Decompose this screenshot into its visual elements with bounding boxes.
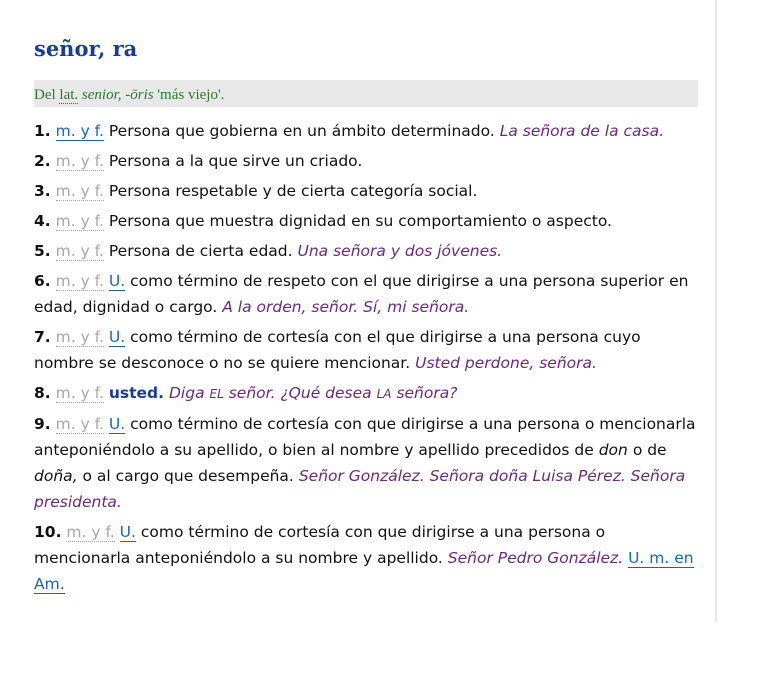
definition-text: Persona respetable y de cierta categoría social. xyxy=(108,182,478,200)
definition-text: como término de cortesía con que dirigirse a una persona o mencionarla anteponiéndolo a su nombre y apellido. xyxy=(34,523,606,567)
definition-7 xyxy=(34,324,698,376)
definition-number: 9. xyxy=(34,415,51,433)
definitions-list xyxy=(34,118,698,597)
definition-text: Persona a la que sirve un criado. xyxy=(108,152,363,170)
definition-number: 6. xyxy=(34,272,51,290)
usage-abbr-link[interactable]: U. xyxy=(108,272,126,290)
example-smallcaps: EL xyxy=(209,387,224,401)
definition-number: 2. xyxy=(34,152,51,170)
grammar-abbr-link[interactable]: m. y f. xyxy=(55,384,104,402)
example-part: señor. ¿Qué desea xyxy=(228,384,372,402)
usage-abbr-link[interactable]: U. xyxy=(108,415,126,433)
definition-example: Usted perdone, señora. xyxy=(415,354,597,372)
lemma-heading: señor, ra xyxy=(34,36,138,61)
example-part: señora? xyxy=(396,384,458,402)
definition-example xyxy=(169,384,457,402)
etymology-latin-word: senior, -ōris xyxy=(81,87,154,103)
etymology-gloss: 'más viejo'. xyxy=(157,87,225,103)
dictionary-entry xyxy=(34,34,698,601)
definition-10 xyxy=(34,519,698,597)
definition-4 xyxy=(34,208,698,234)
grammar-abbr-link[interactable]: m. y f. xyxy=(55,328,104,346)
definition-number: 5. xyxy=(34,242,51,260)
usage-abbr-link[interactable]: U. xyxy=(108,328,126,346)
grammar-abbr-link[interactable]: m. y f. xyxy=(55,212,104,230)
grammar-abbr-link[interactable]: m. y f. xyxy=(55,272,104,290)
definition-text: como término de cortesía con el que dirigirse a una persona cuyo nombre se desconoce o no se quiere mencionar. xyxy=(34,328,641,372)
grammar-abbr-link[interactable]: m. y f. xyxy=(55,415,104,433)
definition-example: Una señora y dos jóvenes. xyxy=(297,242,503,260)
grammar-abbr-link[interactable]: m. y f. xyxy=(55,122,104,140)
definition-5 xyxy=(34,238,698,264)
grammar-abbr-link[interactable]: m. y f. xyxy=(66,523,115,541)
definition-text: como término de respeto con el que dirigirse a una persona superior en edad, dignidad o cargo. xyxy=(34,272,689,316)
grammar-abbr-link[interactable]: m. y f. xyxy=(55,242,104,260)
grammar-abbr-link[interactable]: m. y f. xyxy=(55,182,104,200)
column-divider xyxy=(715,0,717,622)
definition-example: Señor Pedro González. xyxy=(447,549,624,567)
definition-9 xyxy=(34,411,698,515)
definition-8 xyxy=(34,380,698,407)
usage-abbr-link[interactable]: U. xyxy=(119,523,136,541)
etymology-lang-abbr[interactable]: lat. xyxy=(59,87,79,103)
example-part: Diga xyxy=(168,384,205,402)
definition-number: 7. xyxy=(34,328,51,346)
definition-word-italic: doña, xyxy=(34,467,78,485)
definition-1 xyxy=(34,118,698,144)
usage-note-link[interactable]: U. m. en Am. xyxy=(34,549,694,593)
definition-example: Señor González. Señora doña Luisa Pérez. Señora presidenta. xyxy=(34,467,686,511)
definition-number: 10. xyxy=(34,523,62,541)
definition-number: 1. xyxy=(34,122,51,140)
example-smallcaps: LA xyxy=(376,387,392,401)
grammar-abbr-link[interactable]: m. y f. xyxy=(55,152,104,170)
definition-text: Persona que gobierna en un ámbito determinado. xyxy=(108,122,495,140)
definition-number: 3. xyxy=(34,182,51,200)
definition-example: A la orden, señor. Sí, mi señora. xyxy=(222,298,470,316)
definition-text: o de xyxy=(632,441,667,459)
definition-number: 4. xyxy=(34,212,51,230)
etymology xyxy=(34,80,698,107)
definition-2 xyxy=(34,148,698,174)
definition-6 xyxy=(34,268,698,320)
definition-text: Persona que muestra dignidad en su comportamiento o aspecto. xyxy=(108,212,612,230)
definition-3 xyxy=(34,178,698,204)
definition-example: La señora de la casa. xyxy=(499,122,665,140)
definition-word-italic: don xyxy=(598,441,628,459)
definition-number: 8. xyxy=(34,384,51,402)
definition-text: como término de cortesía con que dirigirse a una persona o mencionarla anteponiéndolo a su apellido, o bien al nombre y apellido precedidos de xyxy=(34,415,696,459)
definition-text: o al cargo que desempeña. xyxy=(82,467,294,485)
definition-text: Persona de cierta edad. xyxy=(108,242,293,260)
cross-reference-link[interactable]: usted. xyxy=(108,384,165,402)
etymology-prefix: Del xyxy=(34,87,56,103)
